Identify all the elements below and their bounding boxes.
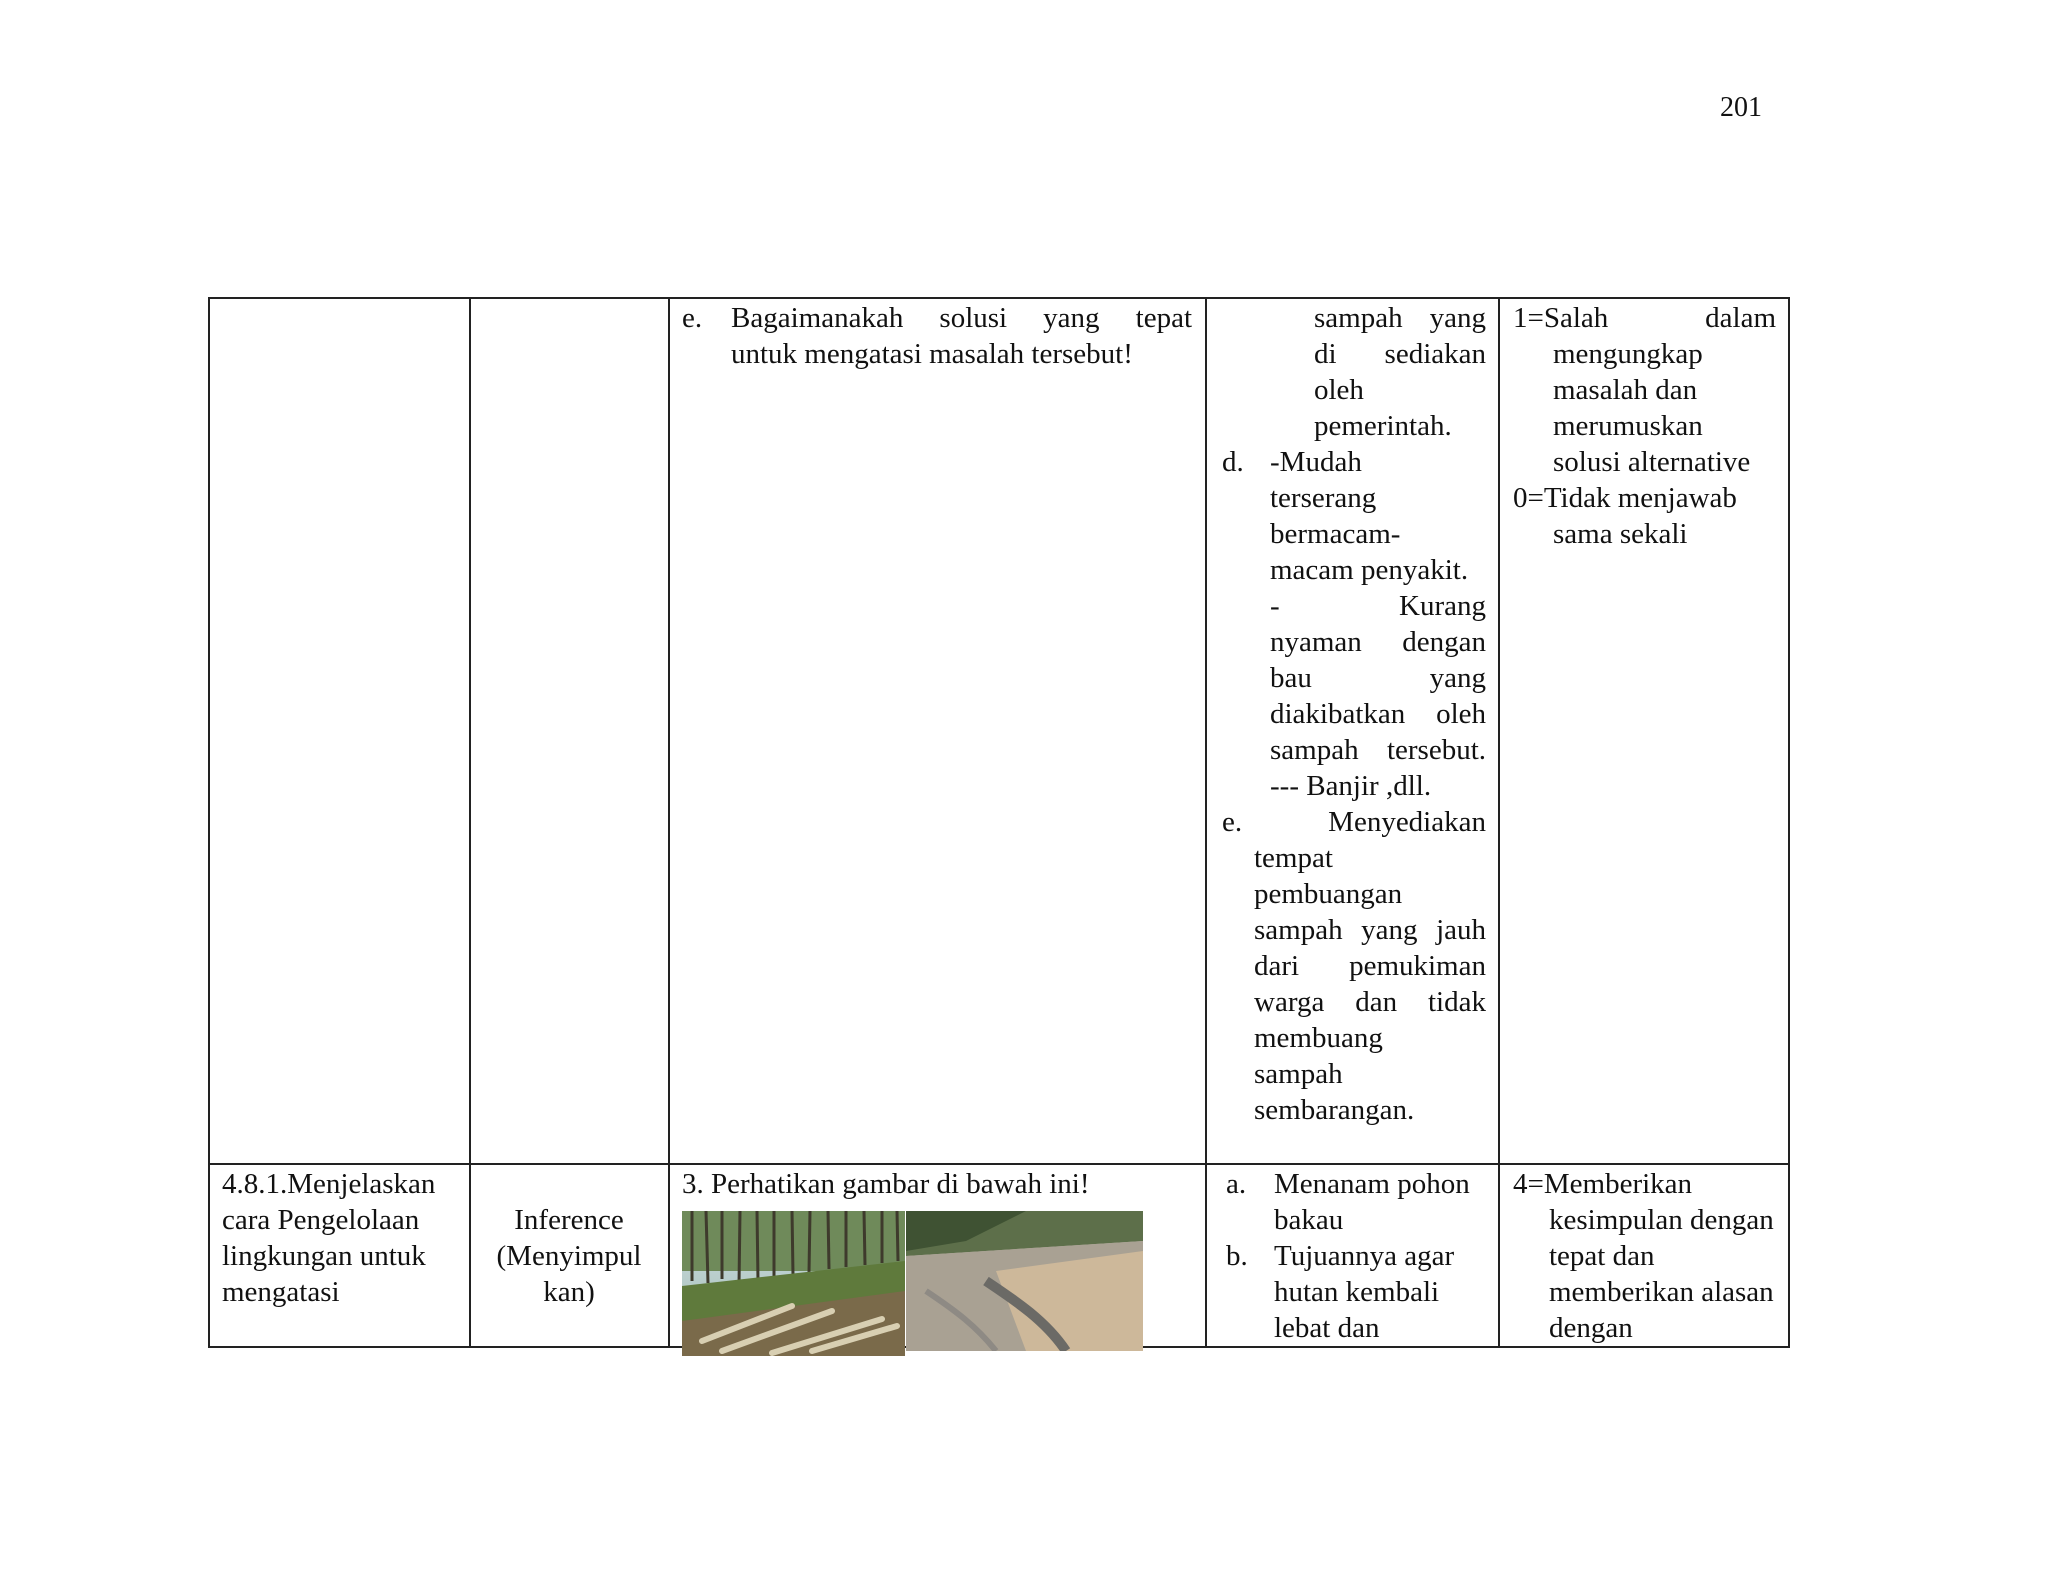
score-text: merumuskan xyxy=(1553,410,1703,442)
scoring-cell-2 xyxy=(1513,1166,1776,1346)
score-1-heading xyxy=(1513,300,1776,336)
indicator-cell xyxy=(222,1166,456,1310)
score-text: kesimpulan xyxy=(1549,1204,1683,1236)
page-number: 201 xyxy=(1720,92,1762,123)
cognitive-level-cell xyxy=(472,1202,666,1310)
level-text: kan) xyxy=(543,1276,595,1308)
table-border-left xyxy=(208,297,210,1348)
question-item-e xyxy=(682,300,1192,372)
score-text: mengungkap xyxy=(1553,338,1703,370)
table-column-divider xyxy=(1205,297,1207,1348)
answer-text: hutan kembali xyxy=(1274,1276,1440,1308)
answer-text: bermacam- xyxy=(1270,518,1401,550)
flood-erosion-photo xyxy=(906,1211,1143,1351)
score-text: 1=Salah xyxy=(1513,302,1609,334)
deforestation-photo xyxy=(682,1211,905,1356)
indicator-text: cara xyxy=(222,1204,271,1236)
question-cell xyxy=(682,300,1192,372)
answer-text: diakibatkan oleh xyxy=(1270,698,1486,730)
answer-key-cell xyxy=(1222,300,1486,1128)
item-marker: e. xyxy=(682,302,703,334)
answer-text: Kurang xyxy=(1399,590,1486,622)
score-text: memberikan xyxy=(1549,1276,1694,1308)
table-border-right xyxy=(1788,297,1790,1348)
item-marker: e. xyxy=(1222,806,1243,838)
answer-text: bakau xyxy=(1274,1204,1344,1236)
indicator-text: Pengelolaan xyxy=(277,1204,420,1236)
answer-item-a xyxy=(1222,1166,1486,1238)
score-4-heading: 4=Memberikan xyxy=(1513,1168,1693,1200)
level-text: Inference xyxy=(514,1204,624,1236)
table-column-divider xyxy=(1498,297,1500,1348)
table-column-divider xyxy=(668,297,670,1348)
level-text: (Menyimpul xyxy=(496,1240,642,1272)
question-3-cell xyxy=(682,1166,1192,1202)
answer-text: warga dan tidak xyxy=(1254,986,1486,1018)
answer-text: -Mudah xyxy=(1270,446,1362,478)
table-border-top xyxy=(208,297,1790,299)
answer-text: pembuangan xyxy=(1254,878,1403,910)
answer-text: sampah xyxy=(1254,1058,1343,1090)
score-4-description xyxy=(1549,1202,1776,1346)
answer-c-continuation xyxy=(1314,300,1486,444)
score-text: solusi alternative xyxy=(1553,446,1751,478)
answer-text: Tujuannya agar xyxy=(1274,1240,1455,1272)
score-1-description xyxy=(1553,336,1776,480)
score-text: sama sekali xyxy=(1553,518,1688,550)
indicator-text: mengatasi xyxy=(222,1276,340,1308)
answer-text: tempat xyxy=(1254,842,1333,874)
answer-key-cell-2 xyxy=(1222,1166,1486,1346)
table-row-divider xyxy=(208,1163,1790,1165)
indicator-text: lingkungan untuk xyxy=(222,1240,426,1272)
answer-text: pemerintah. xyxy=(1314,410,1452,442)
indicator-text: 4.8.1.Menjelaskan xyxy=(222,1168,436,1200)
question-3-text: 3. Perhatikan gambar di bawah ini! xyxy=(682,1168,1090,1200)
answer-text: bau yang xyxy=(1270,662,1486,694)
answer-item-e xyxy=(1222,804,1486,1128)
answer-text: oleh xyxy=(1314,374,1364,406)
item-marker: b. xyxy=(1226,1240,1248,1272)
answer-text: sampah yang jauh xyxy=(1254,914,1486,946)
score-text: alasan dengan xyxy=(1549,1276,1774,1344)
answer-text: - xyxy=(1270,590,1280,622)
answer-text: macam penyakit. xyxy=(1270,554,1469,586)
answer-text: Menanam pohon xyxy=(1274,1168,1470,1200)
question-text: untuk mengatasi masalah tersebut! xyxy=(731,338,1133,370)
score-text: masalah dan xyxy=(1553,374,1698,406)
score-0-heading: 0=Tidak menjawab xyxy=(1513,482,1737,514)
answer-text: Menyediakan xyxy=(1328,806,1486,838)
answer-text: nyaman dengan xyxy=(1270,626,1486,658)
answer-text: sembarangan. xyxy=(1254,1094,1415,1126)
answer-text: terserang xyxy=(1270,482,1377,514)
item-marker: d. xyxy=(1222,446,1244,478)
answer-text: dari pemukiman xyxy=(1254,950,1486,982)
answer-text: sampah tersebut. xyxy=(1270,734,1486,766)
table-column-divider xyxy=(469,297,471,1348)
answer-text: di sediakan xyxy=(1314,338,1486,370)
answer-text: --- Banjir ,dll. xyxy=(1270,770,1432,802)
scoring-cell xyxy=(1513,300,1776,552)
answer-text: lebat dan xyxy=(1274,1312,1380,1344)
score-text: dengan tepat dan xyxy=(1549,1204,1774,1272)
question-text: Bagaimanakah solusi yang tepat xyxy=(731,302,1192,334)
answer-item-d xyxy=(1222,444,1486,804)
answer-text: sampah yang xyxy=(1314,302,1486,334)
item-marker: a. xyxy=(1226,1168,1247,1200)
score-text: dalam xyxy=(1705,302,1776,334)
answer-text: membuang xyxy=(1254,1022,1383,1054)
answer-item-b xyxy=(1222,1238,1486,1346)
